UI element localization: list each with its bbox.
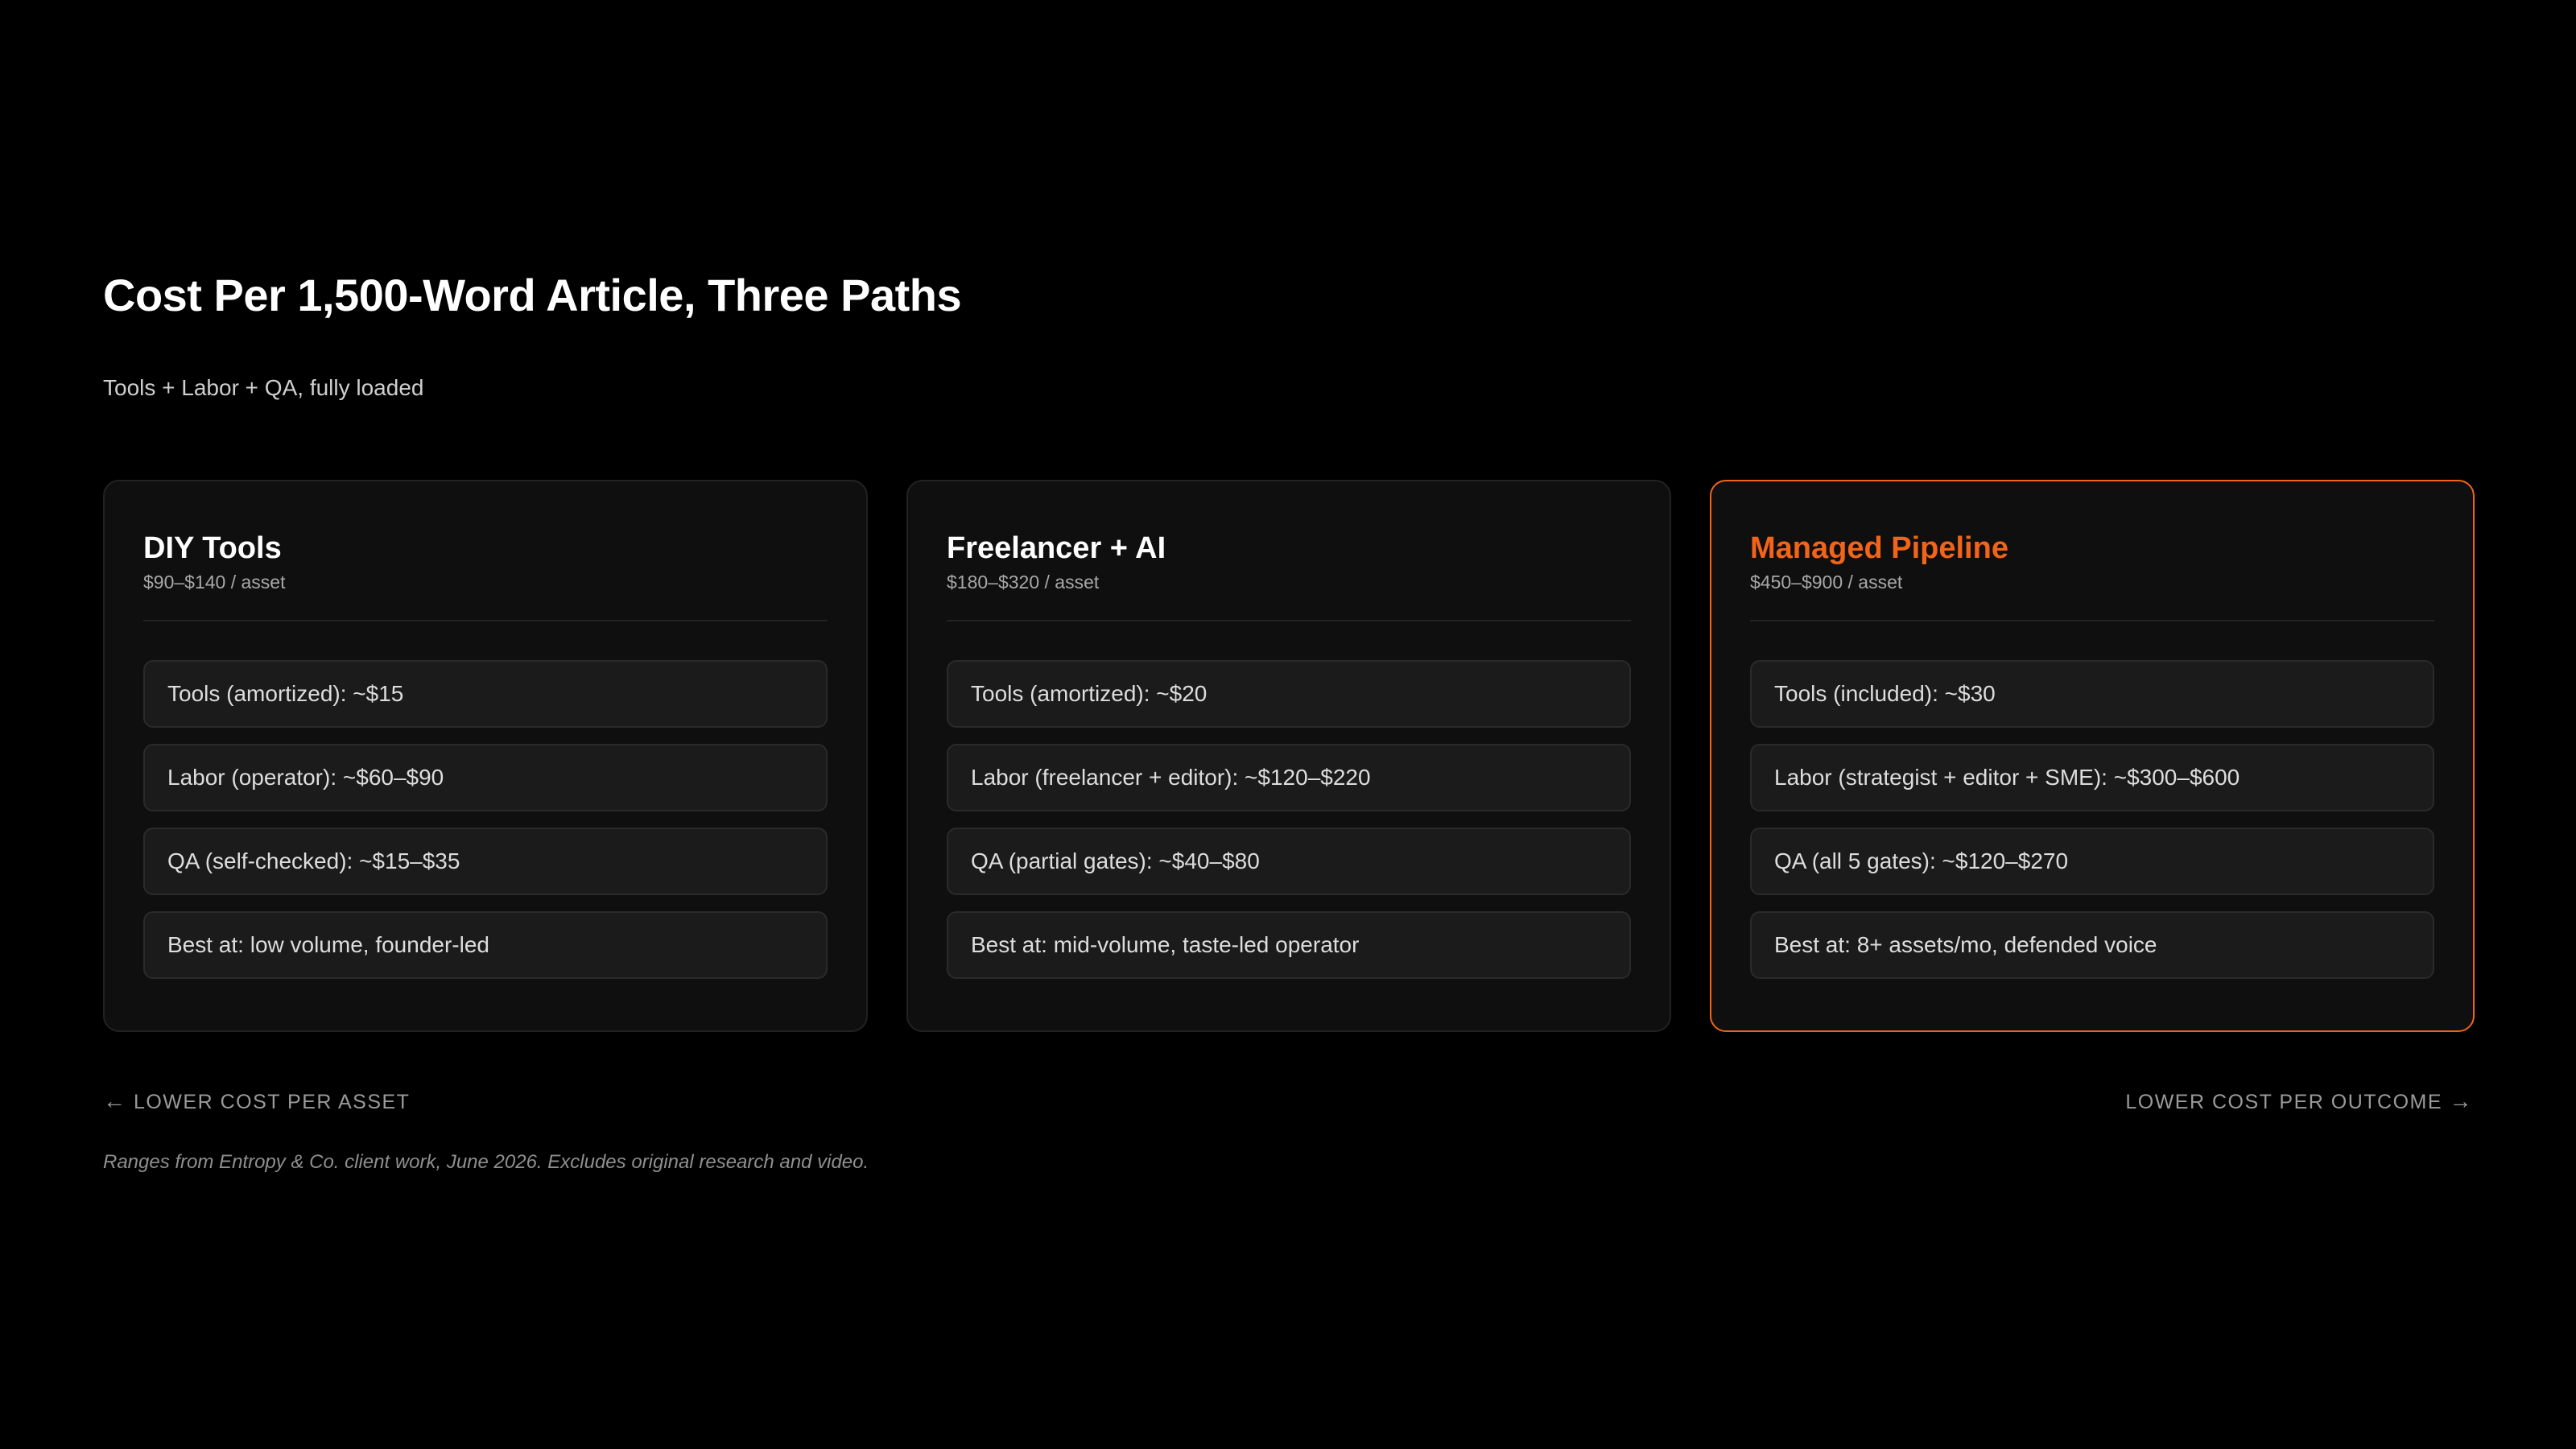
card-price: $450–$900 / asset bbox=[1750, 572, 1903, 592]
cost-row-tools: Tools (included): ~$30 bbox=[1750, 660, 2434, 728]
arrow-left-icon: ← bbox=[103, 1088, 127, 1113]
axis-left-text: LOWER COST PER ASSET bbox=[133, 1091, 411, 1113]
axis-right-text: LOWER COST PER OUTCOME bbox=[2125, 1091, 2443, 1113]
card-managed-pipeline bbox=[1710, 480, 2475, 1032]
cost-row-qa: QA (partial gates): ~$40–$80 bbox=[947, 828, 1631, 895]
cost-row-labor: Labor (operator): ~$60–$90 bbox=[143, 744, 828, 811]
cost-row-qa: QA (all 5 gates): ~$120–$270 bbox=[1750, 828, 2434, 895]
axis-left-label bbox=[103, 1088, 410, 1114]
card-title: DIY Tools bbox=[143, 531, 282, 565]
card-header bbox=[143, 481, 828, 621]
arrow-right-icon: → bbox=[2449, 1088, 2473, 1113]
cost-row-tools: Tools (amortized): ~$15 bbox=[143, 660, 828, 728]
card-title: Managed Pipeline bbox=[1750, 531, 2008, 565]
card-freelancer-ai bbox=[906, 480, 1671, 1032]
cost-row-best-at: Best at: 8+ assets/mo, defended voice bbox=[1750, 911, 2434, 979]
cost-row-best-at: Best at: mid-volume, taste-led operator bbox=[947, 911, 1631, 979]
card-title: Freelancer + AI bbox=[947, 531, 1166, 565]
card-price: $180–$320 / asset bbox=[947, 572, 1100, 592]
footnote: Ranges from Entropy & Co. client work, June 2026. Excludes original research and video. bbox=[103, 1151, 869, 1173]
page-subtitle: Tools + Labor + QA, fully loaded bbox=[103, 375, 424, 400]
card-diy-tools bbox=[103, 480, 868, 1032]
comparison-cards bbox=[103, 480, 2473, 1032]
cost-row-labor: Labor (strategist + editor + SME): ~$300–$600 bbox=[1750, 744, 2434, 811]
card-rows bbox=[1750, 660, 2434, 979]
card-rows bbox=[947, 660, 1631, 979]
card-header bbox=[947, 481, 1631, 621]
slide bbox=[103, 0, 2473, 1449]
cost-row-best-at: Best at: low volume, founder-led bbox=[143, 911, 828, 979]
card-header bbox=[1750, 481, 2434, 621]
page-title: Cost Per 1,500-Word Article, Three Paths bbox=[103, 270, 962, 320]
card-rows bbox=[143, 660, 828, 979]
axis-right-label bbox=[2125, 1088, 2473, 1114]
card-price: $90–$140 / asset bbox=[143, 572, 286, 592]
cost-row-labor: Labor (freelancer + editor): ~$120–$220 bbox=[947, 744, 1631, 811]
cost-row-qa: QA (self-checked): ~$15–$35 bbox=[143, 828, 828, 895]
cost-axis bbox=[103, 1088, 2473, 1117]
cost-row-tools: Tools (amortized): ~$20 bbox=[947, 660, 1631, 728]
